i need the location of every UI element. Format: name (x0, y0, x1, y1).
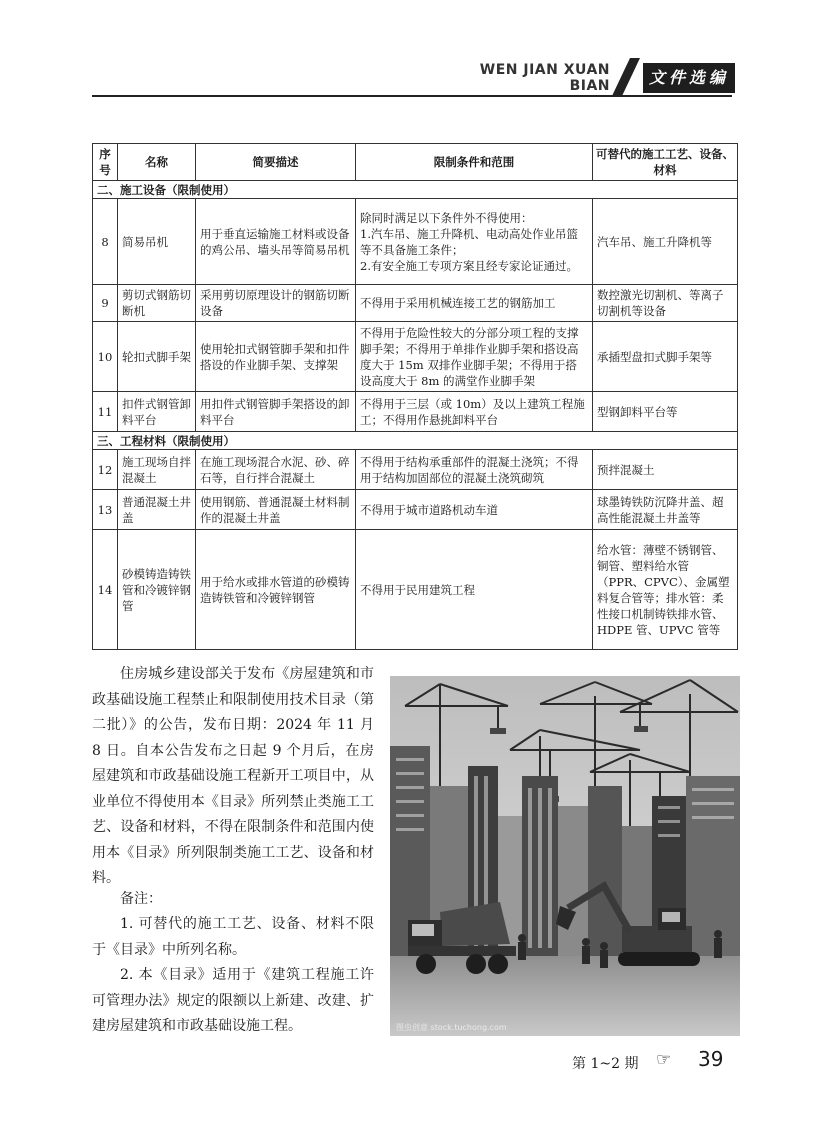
col-header-desc: 简要描述 (196, 144, 356, 181)
header-rule (92, 95, 732, 97)
table-row (93, 530, 738, 650)
table-row (93, 199, 738, 285)
cell-desc: 采用剪切原理设计的钢筋切断设备 (196, 285, 356, 322)
cell-seq: 14 (93, 530, 118, 650)
table-row (93, 285, 738, 322)
cell-desc: 用于垂直运输施工材料或设备的鸡公吊、墙头吊等简易吊机 (196, 199, 356, 285)
cell-name: 扣件式钢管卸料平台 (118, 392, 196, 432)
cell-limit: 不得用于三层（或 10m）及以上建筑工程施工；不得用作悬挑卸料平台 (356, 392, 593, 432)
col-header-alt: 可替代的施工工艺、设备、材料 (593, 144, 738, 181)
col-header-seq: 序号 (93, 144, 118, 181)
header-section-badge: 文件选编 (643, 63, 735, 93)
cell-limit: 不得用于结构承重部件的混凝土浇筑；不得用于结构加固部位的混凝土浇筑砌筑 (356, 450, 593, 490)
cell-alt: 型钢卸料平台等 (593, 392, 738, 432)
cell-name: 简易吊机 (118, 199, 196, 285)
page-number: 39 (698, 1047, 724, 1071)
cell-name: 剪切式钢筋切断机 (118, 285, 196, 322)
cell-desc: 使用轮扣式钢管脚手架和扣件搭设的作业脚手架、支撑架 (196, 322, 356, 392)
table-row (93, 322, 738, 392)
section-row (93, 181, 738, 199)
pointing-hand-icon: ☞ (656, 1050, 672, 1070)
announcement-paragraph: 住房城乡建设部关于发布《房屋建筑和市政基础设施工程禁止和限制使用技术目录（第二批）》的公告，发布日期：2024 年 11 月 8 日。自本公告发布之日起 9 个月后，在房屋建筑和市政基础设施工程新开工项目中，从业单位不得使用本《目录》所列禁止类施工工艺、设备和材料，不得在限制条件和范围内使用本《目录》所列限制类施工工艺、设备和材料。 (92, 666, 374, 886)
notes-heading: 备注： (120, 891, 162, 907)
cell-seq: 12 (93, 450, 118, 490)
table-row (93, 490, 738, 530)
section-title: 三、工程材料（限制使用） (93, 432, 738, 450)
cell-desc: 在施工现场混合水泥、砂、碎石等，自行拌合混凝土 (196, 450, 356, 490)
note-1: 1. 可替代的施工工艺、设备、材料不限于《目录》中所列名称。 (92, 916, 374, 958)
construction-scene-illustration (390, 676, 740, 1036)
cell-desc: 使用钢筋、普通混凝土材料制作的混凝土井盖 (196, 490, 356, 530)
cell-limit: 不得用于城市道路机动车道 (356, 490, 593, 530)
cell-name: 施工现场自拌混凝土 (118, 450, 196, 490)
limit-line: 1.汽车吊、施工升降机、电动高处作业吊篮等不具备施工条件； (360, 226, 578, 257)
photo-watermark: 图虫创意 stock.tuchong.com (396, 1023, 507, 1032)
cell-seq: 13 (93, 490, 118, 530)
crane-load (634, 726, 648, 732)
crane-load (490, 728, 506, 734)
cell-alt: 预拌混凝土 (593, 450, 738, 490)
cell-limit: 不得用于民用建筑工程 (356, 530, 593, 650)
note-2: 2. 本《目录》适用于《建筑工程施工许可管理办法》规定的限额以上新建、改建、扩建房屋建筑和市政基础设施工程。 (92, 967, 374, 1034)
cell-alt: 球墨铸铁防沉降井盖、超高性能混凝土井盖等 (593, 490, 738, 530)
cell-alt: 汽车吊、施工升降机等 (593, 199, 738, 285)
section-row (93, 432, 738, 450)
cell-seq: 9 (93, 285, 118, 322)
cell-limit: 不得用于危险性较大的分部分项工程的支撑脚手架；不得用于单排作业脚手架和搭设高度大于 15m 双排作业脚手架；不得用于搭设高度大于 8m 的满堂作业脚手架 (356, 322, 593, 392)
header-en-title: WEN JIAN XUAN BIAN (479, 62, 610, 94)
cell-desc: 用于给水或排水管道的砂模铸造铸铁管和冷镀锌钢管 (196, 530, 356, 650)
cell-seq: 11 (93, 392, 118, 432)
cell-limit: 不得用于采用机械连接工艺的钢筋加工 (356, 285, 593, 322)
header-slash-decoration (612, 58, 646, 96)
cell-name: 轮扣式脚手架 (118, 322, 196, 392)
directory-table (92, 143, 738, 650)
cell-seq: 10 (93, 322, 118, 392)
col-header-name: 名称 (118, 144, 196, 181)
cell-desc: 用扣件式钢管脚手架搭设的卸料平台 (196, 392, 356, 432)
col-header-limit: 限制条件和范围 (356, 144, 593, 181)
section-title: 二、施工设备（限制使用） (93, 181, 738, 199)
cell-alt: 数控激光切割机、等离子切割机等设备 (593, 285, 738, 322)
cell-name: 普通混凝土井盖 (118, 490, 196, 530)
issue-label: 第 1~2 期 (572, 1056, 639, 1072)
table-header-row (93, 144, 738, 181)
limit-line: 2.有安全施工专项方案且经专家论证通过。 (360, 258, 578, 273)
table-row (93, 450, 738, 490)
table-row (93, 392, 738, 432)
construction-site-photo (390, 676, 740, 1036)
limit-line: 除同时满足以下条件外不得使用： (360, 210, 533, 225)
cell-seq: 8 (93, 199, 118, 285)
cell-alt: 承插型盘扣式脚手架等 (593, 322, 738, 392)
cell-name: 砂模铸造铸铁管和冷镀锌钢管 (118, 530, 196, 650)
cell-limit (356, 199, 593, 285)
cell-alt: 给水管：薄壁不锈钢管、铜管、塑料给水管（PPR、CPVC）、金属塑料复合管等；排水管：柔性接口机制铸铁排水管、HDPE 管、UPVC 管等 (593, 530, 738, 650)
